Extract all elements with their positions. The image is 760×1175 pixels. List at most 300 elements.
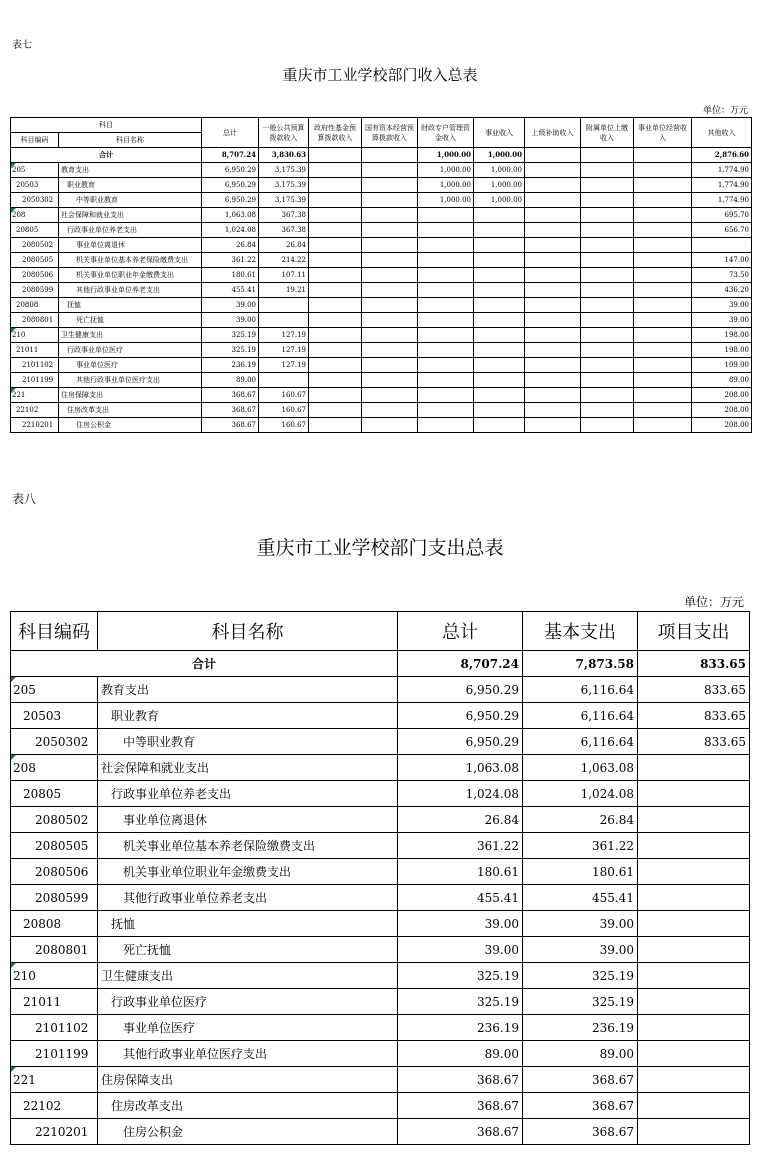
subject-code: 2080599: [11, 885, 98, 911]
value-cell: [362, 298, 418, 313]
value-cell: [525, 163, 581, 178]
value-cell: [362, 343, 418, 358]
value-cell: [634, 253, 692, 268]
value-cell: [634, 418, 692, 433]
subject-code: 2080505: [11, 833, 98, 859]
value-cell: 236.19: [523, 1015, 638, 1041]
table-row: [11, 703, 750, 729]
value-cell: 6,116.64: [523, 677, 638, 703]
value-cell: [634, 208, 692, 223]
value-cell: [581, 328, 634, 343]
subject-code: 20805: [11, 223, 59, 238]
value-cell: [474, 313, 525, 328]
value-cell: [474, 403, 525, 418]
value-cell: 39.00: [202, 298, 259, 313]
subject-name: 住房改革支出: [98, 1093, 398, 1119]
value-cell: 39.00: [398, 937, 523, 963]
value-cell: [581, 268, 634, 283]
subject-name: 抚恤: [98, 911, 398, 937]
table-header-row: [11, 118, 752, 133]
value-cell: 1,774.90: [692, 193, 752, 208]
value-cell: [474, 268, 525, 283]
table8-tag: 表八: [12, 492, 37, 506]
value-cell: 368.67: [202, 418, 259, 433]
value-cell: 19.21: [259, 283, 309, 298]
value-cell: [581, 403, 634, 418]
value-cell: [525, 373, 581, 388]
subject-code: 2080502: [11, 807, 98, 833]
value-cell: 26.84: [398, 807, 523, 833]
value-cell: [362, 328, 418, 343]
value-cell: 1,024.08: [202, 223, 259, 238]
value-cell: 6,950.29: [398, 729, 523, 755]
subject-code: 2080599: [11, 283, 59, 298]
value-cell: 455.41: [523, 885, 638, 911]
value-cell: 367.38: [259, 208, 309, 223]
subject-header: 科目: [11, 118, 202, 133]
subject-name: 事业单位医疗: [59, 358, 202, 373]
value-cell: [634, 328, 692, 343]
value-cell: [634, 238, 692, 253]
value-cell: 361.22: [398, 833, 523, 859]
subject-name: 住房公积金: [98, 1119, 398, 1145]
value-cell: [362, 193, 418, 208]
value-cell: 160.67: [259, 388, 309, 403]
value-cell: [259, 373, 309, 388]
value-cell: 1,774.90: [692, 163, 752, 178]
value-cell: 127.19: [259, 343, 309, 358]
subject-name: 教育支出: [59, 163, 202, 178]
value-cell: 89.00: [398, 1041, 523, 1067]
table-row: [11, 1093, 750, 1119]
value-cell: [525, 313, 581, 328]
subject-code: 210: [11, 963, 98, 989]
subject-code: 2080801: [11, 937, 98, 963]
subject-name: 机关事业单位职业年金缴费支出: [98, 859, 398, 885]
value-cell: [525, 403, 581, 418]
value-cell: 3,175.39: [259, 178, 309, 193]
value-cell: [638, 1119, 750, 1145]
value-cell: 6,116.64: [523, 703, 638, 729]
name-header: 科目名称: [98, 612, 398, 651]
value-cell: [634, 283, 692, 298]
table-row: [11, 807, 750, 833]
value-cell: [309, 283, 362, 298]
subject-code: 20503: [11, 178, 59, 193]
subject-name: 事业单位离退休: [59, 238, 202, 253]
value-cell: 6,950.29: [398, 703, 523, 729]
value-cell: 1,024.08: [523, 781, 638, 807]
value-cell: [581, 283, 634, 298]
total-cell: [362, 148, 418, 163]
value-cell: 368.67: [202, 388, 259, 403]
total-cell: 833.65: [638, 651, 750, 677]
value-cell: 147.00: [692, 253, 752, 268]
value-cell: [309, 253, 362, 268]
value-cell: [474, 328, 525, 343]
value-cell: [259, 313, 309, 328]
value-cell: 73.50: [692, 268, 752, 283]
value-cell: [309, 343, 362, 358]
value-cell: 656.70: [692, 223, 752, 238]
value-cell: [692, 238, 752, 253]
value-cell: 107.11: [259, 268, 309, 283]
table-row: [11, 268, 752, 283]
total-cell: [309, 148, 362, 163]
value-cell: [525, 223, 581, 238]
value-cell: [309, 208, 362, 223]
column-header: 财政专户管理资金收入: [418, 118, 474, 148]
value-cell: [418, 328, 474, 343]
value-cell: 39.00: [523, 937, 638, 963]
subject-name: 住房保障支出: [98, 1067, 398, 1093]
value-cell: [634, 313, 692, 328]
value-cell: [525, 343, 581, 358]
value-cell: [418, 268, 474, 283]
value-cell: [525, 193, 581, 208]
value-cell: 361.22: [202, 253, 259, 268]
table-row: [11, 298, 752, 313]
table-row: [11, 358, 752, 373]
total-cell: 3,830.63: [259, 148, 309, 163]
value-cell: [362, 283, 418, 298]
value-cell: [581, 178, 634, 193]
table-row: [11, 193, 752, 208]
table-row: [11, 313, 752, 328]
value-cell: 1,063.08: [523, 755, 638, 781]
value-cell: [362, 373, 418, 388]
value-cell: 208.00: [692, 388, 752, 403]
value-cell: [581, 238, 634, 253]
subject-name: 其他行政事业单位医疗支出: [98, 1041, 398, 1067]
value-cell: [525, 418, 581, 433]
subject-code: 2101199: [11, 1041, 98, 1067]
subject-code: 2210201: [11, 418, 59, 433]
value-cell: [634, 178, 692, 193]
value-cell: [638, 807, 750, 833]
column-header: 事业单位经营收入: [634, 118, 692, 148]
income-summary-table: [10, 117, 752, 433]
value-cell: [418, 283, 474, 298]
value-cell: [634, 193, 692, 208]
value-cell: 3,175.39: [259, 193, 309, 208]
value-cell: 1,000.00: [474, 193, 525, 208]
value-cell: 325.19: [202, 328, 259, 343]
value-cell: [309, 418, 362, 433]
value-cell: 6,950.29: [202, 193, 259, 208]
value-cell: [634, 358, 692, 373]
value-cell: [525, 328, 581, 343]
table-row: [11, 833, 750, 859]
value-cell: 1,000.00: [418, 178, 474, 193]
value-cell: [418, 403, 474, 418]
table-row: [11, 1067, 750, 1093]
value-cell: 368.67: [398, 1119, 523, 1145]
value-cell: [525, 253, 581, 268]
value-cell: [362, 418, 418, 433]
value-cell: [581, 163, 634, 178]
value-cell: [638, 781, 750, 807]
value-cell: [418, 238, 474, 253]
value-cell: [638, 859, 750, 885]
subject-code: 2101102: [11, 358, 59, 373]
table-row: [11, 1041, 750, 1067]
value-cell: 325.19: [202, 343, 259, 358]
subject-name: 住房保障支出: [59, 388, 202, 403]
subject-name: 职业教育: [59, 178, 202, 193]
value-cell: [525, 298, 581, 313]
column-header: 其他收入: [692, 118, 752, 148]
subject-code: 2080506: [11, 268, 59, 283]
value-cell: [581, 193, 634, 208]
value-cell: [638, 937, 750, 963]
subject-name: 死亡抚恤: [98, 937, 398, 963]
column-header: 政府性基金预算拨款收入: [309, 118, 362, 148]
expense-table-title: 重庆市工业学校部门支出总表: [256, 537, 504, 559]
subject-name: 机关事业单位基本养老保险缴费支出: [59, 253, 202, 268]
value-cell: [418, 343, 474, 358]
subject-name: 死亡抚恤: [59, 313, 202, 328]
subject-code: 210: [11, 328, 59, 343]
value-cell: 1,774.90: [692, 178, 752, 193]
table-row: [11, 911, 750, 937]
table-row: [11, 373, 752, 388]
value-cell: 208.00: [692, 418, 752, 433]
value-cell: 368.67: [523, 1067, 638, 1093]
column-header: 总计: [202, 118, 259, 148]
table-row: [11, 989, 750, 1015]
subject-code: 20503: [11, 703, 98, 729]
value-cell: 236.19: [398, 1015, 523, 1041]
value-cell: 127.19: [259, 358, 309, 373]
value-cell: [634, 163, 692, 178]
value-cell: [638, 1067, 750, 1093]
table-row: [11, 403, 752, 418]
value-cell: 26.84: [523, 807, 638, 833]
subject-code: 20808: [11, 911, 98, 937]
value-cell: [259, 298, 309, 313]
value-cell: [474, 418, 525, 433]
subject-code: 208: [11, 755, 98, 781]
subject-code: 22102: [11, 403, 59, 418]
total-cell: 8,707.24: [398, 651, 523, 677]
column-header: 一般公共预算拨款收入: [259, 118, 309, 148]
code-header: 科目编码: [11, 133, 59, 148]
subject-name: 社会保障和就业支出: [98, 755, 398, 781]
value-cell: [638, 963, 750, 989]
value-cell: 367.38: [259, 223, 309, 238]
table7-tag: 表七: [12, 40, 32, 51]
value-cell: 436.20: [692, 283, 752, 298]
value-cell: [634, 388, 692, 403]
value-cell: [309, 223, 362, 238]
value-cell: 833.65: [638, 677, 750, 703]
table-row: [11, 238, 752, 253]
value-cell: [309, 178, 362, 193]
subject-code: 221: [11, 388, 59, 403]
table-row: [11, 755, 750, 781]
value-cell: 368.67: [523, 1119, 638, 1145]
subject-name: 其他行政事业单位医疗支出: [59, 373, 202, 388]
value-cell: [634, 268, 692, 283]
table-row: [11, 729, 750, 755]
value-cell: [525, 268, 581, 283]
value-cell: [474, 223, 525, 238]
value-cell: [525, 208, 581, 223]
total-cell: 1,000.00: [474, 148, 525, 163]
value-cell: 208.00: [692, 403, 752, 418]
table-row: [11, 343, 752, 358]
value-cell: [581, 418, 634, 433]
value-cell: 198.00: [692, 343, 752, 358]
value-cell: 1,000.00: [418, 193, 474, 208]
income-unit-label: 单位：万元: [702, 106, 748, 116]
value-cell: [474, 358, 525, 373]
table-row: [11, 253, 752, 268]
subject-code: 22102: [11, 1093, 98, 1119]
value-cell: 368.67: [398, 1093, 523, 1119]
value-cell: [362, 358, 418, 373]
subject-code: 2101102: [11, 1015, 98, 1041]
value-cell: 368.67: [398, 1067, 523, 1093]
table-row: [11, 283, 752, 298]
value-cell: 1,000.00: [474, 163, 525, 178]
value-cell: [474, 283, 525, 298]
value-cell: 180.61: [398, 859, 523, 885]
column-header: 基本支出: [523, 612, 638, 651]
value-cell: 39.00: [202, 313, 259, 328]
column-header: 附属单位上缴收入: [581, 118, 634, 148]
subject-name: 事业单位离退休: [98, 807, 398, 833]
value-cell: 89.00: [523, 1041, 638, 1067]
value-cell: [474, 373, 525, 388]
value-cell: 127.19: [259, 328, 309, 343]
value-cell: [634, 343, 692, 358]
value-cell: [638, 989, 750, 1015]
value-cell: [474, 208, 525, 223]
value-cell: [362, 253, 418, 268]
table-row: [11, 163, 752, 178]
table-row: [11, 1015, 750, 1041]
value-cell: [474, 298, 525, 313]
total-row: [11, 651, 750, 677]
value-cell: [362, 163, 418, 178]
value-cell: [362, 388, 418, 403]
value-cell: 325.19: [398, 963, 523, 989]
value-cell: 160.67: [259, 418, 309, 433]
value-cell: [418, 253, 474, 268]
total-cell: [634, 148, 692, 163]
subject-name: 住房公积金: [59, 418, 202, 433]
subject-code: 205: [11, 163, 59, 178]
value-cell: 833.65: [638, 729, 750, 755]
subject-name: 行政事业单位养老支出: [98, 781, 398, 807]
value-cell: [581, 373, 634, 388]
subject-code: 20805: [11, 781, 98, 807]
table-row: [11, 859, 750, 885]
value-cell: [638, 1041, 750, 1067]
value-cell: [309, 298, 362, 313]
column-header: 国有资本经营预算拨款收入: [362, 118, 418, 148]
subject-code: 208: [11, 208, 59, 223]
value-cell: [581, 208, 634, 223]
value-cell: 26.84: [259, 238, 309, 253]
subject-code: 2101199: [11, 373, 59, 388]
subject-code: 2080801: [11, 313, 59, 328]
total-cell: 1,000.00: [418, 148, 474, 163]
value-cell: 89.00: [692, 373, 752, 388]
value-cell: [581, 313, 634, 328]
value-cell: [474, 253, 525, 268]
subject-code: 2080506: [11, 859, 98, 885]
table-row: [11, 963, 750, 989]
value-cell: [474, 388, 525, 403]
value-cell: [309, 268, 362, 283]
value-cell: 1,024.08: [398, 781, 523, 807]
value-cell: [638, 1015, 750, 1041]
value-cell: [362, 313, 418, 328]
subject-name: 机关事业单位基本养老保险缴费支出: [98, 833, 398, 859]
subject-code: 2210201: [11, 1119, 98, 1145]
value-cell: [418, 358, 474, 373]
value-cell: 361.22: [523, 833, 638, 859]
value-cell: 455.41: [202, 283, 259, 298]
value-cell: [581, 298, 634, 313]
subject-name: 卫生健康支出: [98, 963, 398, 989]
table-row: [11, 781, 750, 807]
value-cell: [638, 1093, 750, 1119]
value-cell: [525, 283, 581, 298]
value-cell: 455.41: [398, 885, 523, 911]
value-cell: 180.61: [523, 859, 638, 885]
subject-name: 职业教育: [98, 703, 398, 729]
subject-code: 21011: [11, 343, 59, 358]
value-cell: [474, 343, 525, 358]
subject-name: 事业单位医疗: [98, 1015, 398, 1041]
value-cell: [581, 358, 634, 373]
value-cell: 26.84: [202, 238, 259, 253]
value-cell: [634, 298, 692, 313]
subject-code: 2050302: [11, 193, 59, 208]
value-cell: 325.19: [523, 989, 638, 1015]
total-cell: [525, 148, 581, 163]
value-cell: [525, 388, 581, 403]
column-header: 项目支出: [638, 612, 750, 651]
value-cell: [525, 358, 581, 373]
value-cell: [581, 343, 634, 358]
value-cell: 368.67: [523, 1093, 638, 1119]
table-row: [11, 208, 752, 223]
subject-name: 机关事业单位职业年金缴费支出: [59, 268, 202, 283]
income-table-title: 重庆市工业学校部门收入总表: [282, 66, 478, 84]
total-cell: 2,876.60: [692, 148, 752, 163]
value-cell: [634, 223, 692, 238]
value-cell: [418, 223, 474, 238]
column-header: 上级补助收入: [525, 118, 581, 148]
value-cell: [309, 328, 362, 343]
table-row: [11, 178, 752, 193]
value-cell: 368.67: [202, 403, 259, 418]
value-cell: [362, 268, 418, 283]
value-cell: [525, 238, 581, 253]
subject-name: 抚恤: [59, 298, 202, 313]
subject-name: 社会保障和就业支出: [59, 208, 202, 223]
value-cell: [362, 223, 418, 238]
subject-code: 2080502: [11, 238, 59, 253]
value-cell: 6,950.29: [202, 163, 259, 178]
value-cell: [525, 178, 581, 193]
value-cell: [581, 253, 634, 268]
